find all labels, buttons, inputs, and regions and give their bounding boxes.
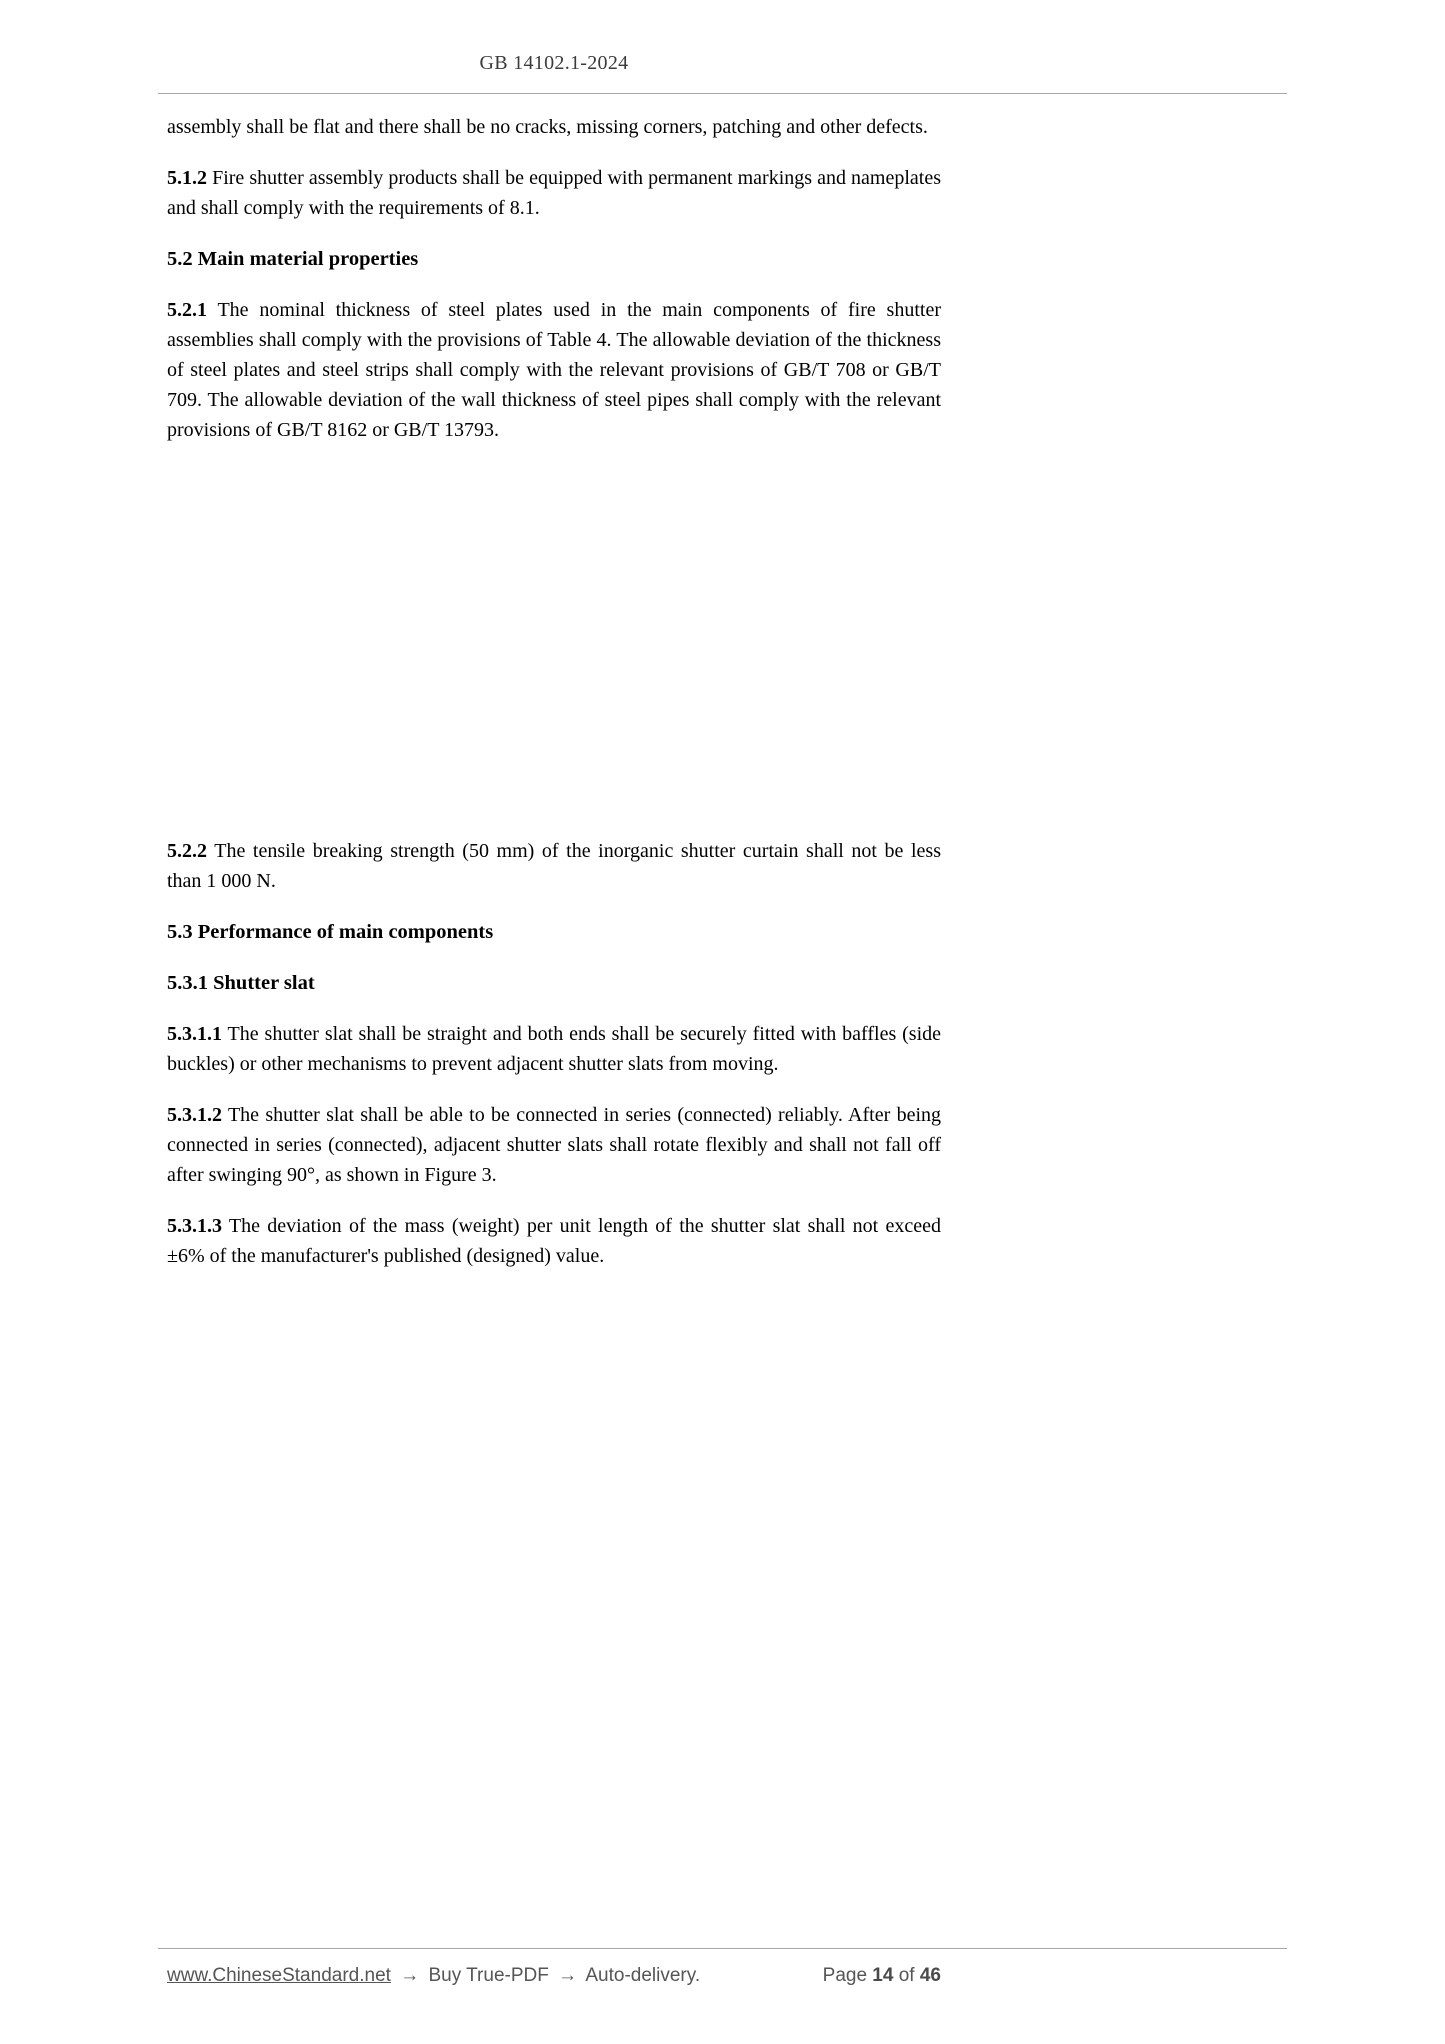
section-heading: 5.2 Main material properties bbox=[167, 248, 419, 270]
arrow-right-icon: → bbox=[400, 1965, 420, 1986]
page-word: Page bbox=[822, 1965, 868, 1986]
body-paragraph bbox=[167, 836, 941, 896]
body-paragraph bbox=[167, 295, 941, 445]
footer-rule bbox=[158, 1948, 1287, 1949]
paragraph-number: 5.3.1.3 bbox=[167, 1215, 222, 1237]
body-paragraph bbox=[167, 163, 941, 223]
site-link[interactable]: www.ChineseStandard.net bbox=[167, 1965, 391, 1986]
section-heading: 5.3 Performance of main components bbox=[167, 921, 494, 943]
table-4-blank-area bbox=[167, 466, 941, 836]
header-rule bbox=[158, 93, 1287, 94]
paragraph-text: assembly shall be flat and there shall be no cracks, missing corners, patching and other defects. bbox=[167, 116, 928, 138]
arrow-right-icon: → bbox=[558, 1965, 578, 1986]
footer-buy-text: Buy True-PDF bbox=[428, 1965, 549, 1986]
page-body bbox=[167, 112, 941, 1292]
paragraph-number: 5.1.2 bbox=[167, 167, 207, 189]
paragraph-number: 5.2.1 bbox=[167, 299, 207, 321]
paragraph-text: The shutter slat shall be able to be connected in series (connected) reliably. After being connected in series (connected), adjacent shutter slats shall rotate flexibly and shall not fall off after swinging 90°, as shown in Figure 3. bbox=[167, 1104, 941, 1186]
body-paragraph bbox=[167, 1211, 941, 1271]
footer-delivery-text: Auto-delivery. bbox=[585, 1965, 701, 1986]
section-heading: 5.3.1 Shutter slat bbox=[167, 972, 315, 994]
of-word: of bbox=[898, 1965, 915, 1986]
paragraph-text: The tensile breaking strength (50 mm) of the inorganic shutter curtain shall not be less than 1 000 N. bbox=[167, 840, 941, 892]
paragraph-text: The shutter slat shall be straight and both ends shall be securely fitted with baffles (side buckles) or other mechanisms to prevent adjacent shutter slats from moving. bbox=[167, 1023, 942, 1075]
page-header bbox=[167, 52, 941, 75]
paragraph-text: Fire shutter assembly products shall be equipped with permanent markings and nameplates and shall comply with the requirements of 8.1. bbox=[167, 167, 942, 219]
page-indicator bbox=[823, 1962, 941, 1990]
page-footer bbox=[167, 1962, 941, 1990]
page-total: 46 bbox=[919, 1965, 941, 1986]
paragraph-number: 5.2.2 bbox=[167, 840, 207, 862]
body-paragraph bbox=[167, 1019, 941, 1079]
paragraph-number: 5.3.1.1 bbox=[167, 1023, 222, 1045]
paragraph-text: The deviation of the mass (weight) per unit length of the shutter slat shall not exceed ±6% of the manufacturer's published (designed) value. bbox=[167, 1215, 941, 1267]
body-paragraph bbox=[167, 112, 941, 142]
doc-number: GB 14102.1-2024 bbox=[479, 52, 629, 74]
footer-promo bbox=[167, 1962, 704, 1990]
body-paragraph bbox=[167, 1100, 941, 1190]
paragraph-text: The nominal thickness of steel plates used in the main components of fire shutter assemblies shall comply with the provisions of Table 4. The allowable deviation of the thickness of steel plates and steel strips shall comply with the relevant provisions of GB/T 708 or GB/T 709. The allowable deviation of the wall thickness of steel pipes shall comply with the relevant provisions of GB/T 8162 or GB/T 13793. bbox=[167, 299, 941, 441]
page-current: 14 bbox=[872, 1965, 894, 1986]
paragraph-number: 5.3.1.2 bbox=[167, 1104, 222, 1126]
